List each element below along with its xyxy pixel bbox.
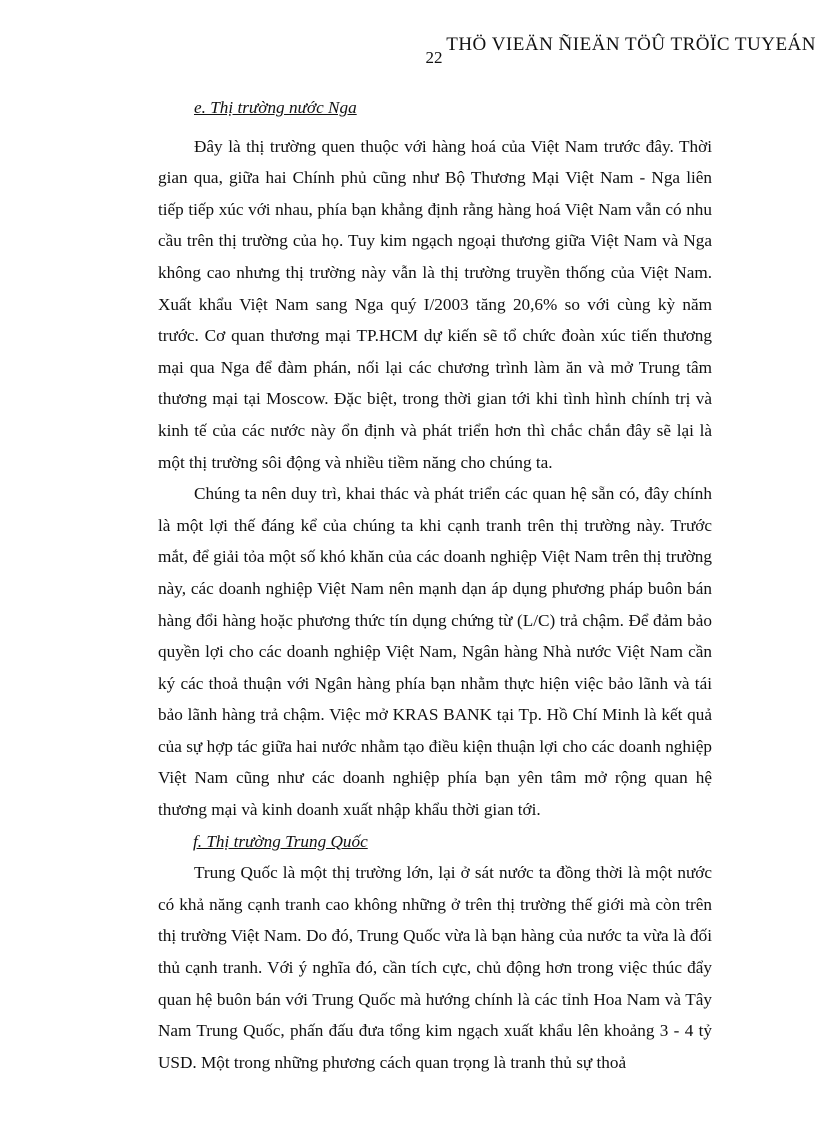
paragraph-russia-recommendations: Chúng ta nên duy trì, khai thác và phát triển các quan hệ sẵn có, đây chính là một lợi thế đáng kể của chúng ta khi cạnh tranh trên thị trường này. Trước mắt, để giải tỏa một số khó khăn của các doanh nghiệp Việt Nam trên thị trường này, các doanh nghiệp Việt Nam nên mạnh dạn áp dụng phương pháp buôn bán hàng đổi hàng hoặc phương thức tín dụng chứng từ (L/C) trả chậm. Để đảm bảo quyền lợi cho các doanh nghiệp Việt Nam, Ngân hàng Nhà nước Việt Nam cần ký các thoả thuận với Ngân hàng phía bạn nhằm thực hiện việc bảo lãnh và tái bảo lãnh hàng trả chậm. Việc mở KRAS BANK tại Tp. Hồ Chí Minh là kết quả của sự hợp tác giữa hai nước nhằm tạo điều kiện thuận lợi cho các doanh nghiệp Việt Nam cũng như các doanh nghiệp phía bạn yên tâm mở rộng quan hệ thương mại và kinh doanh xuất nhập khẩu thời gian tới.: [158, 484, 712, 820]
paragraph-china-overview: Trung Quốc là một thị trường lớn, lại ở sát nước ta đồng thời là một nước có khả năng cạnh tranh cao không những ở trên thị trường thế giới mà còn trên thị trường Việt Nam. Do đó, Trung Quốc vừa là bạn hàng của nước ta vừa là đối thủ cạnh tranh. Với ý nghĩa đó, cần tích cực, chủ động hơn trong việc thúc đẩy quan hệ buôn bán với Trung Quốc mà hướng chính là các tỉnh Hoa Nam và Tây Nam Trung Quốc, phấn đấu đưa tổng kim ngạch xuất khẩu lên khoảng 3 - 4 tỷ USD. Một trong những phương cách quan trọng là tranh thủ sự thoả: [158, 863, 712, 1072]
section-heading-russia: e. Thị trường nước Nga: [194, 98, 357, 117]
paragraph-russia-overview: Đây là thị trường quen thuộc với hàng hoá của Việt Nam trước đây. Thời gian qua, giữa hai Chính phủ cũng như Bộ Thương Mại Việt Nam - Nga liên tiếp tiếp xúc với nhau, phía bạn khẳng định rằng hàng hoá Việt Nam vẫn có nhu cầu trên thị trường của họ. Tuy kim ngạch ngoại thương giữa Việt Nam và Nga không cao nhưng thị trường này vẫn là thị trường truyền thống của Việt Nam. Xuất khẩu Việt Nam sang Nga quý I/2003 tăng 20,6% so với cùng kỳ năm trước. Cơ quan thương mại TP.HCM dự kiến sẽ tổ chức đoàn xúc tiến thương mại qua Nga để đàm phán, nối lại các chương trình làm ăn và mở Trung tâm thương mại tại Moscow. Đặc biệt, trong thời gian tới khi tình hình chính trị và kinh tế của các nước này ổn định và phát triển hơn thì chắc chắn đây sẽ lại là một thị trường sôi động và nhiều tiềm năng cho chúng ta.: [158, 136, 712, 472]
document-body: [158, 92, 712, 1078]
library-watermark: THÖ VIEÄN ÑIEÄN TÖÛ TRÖÏC TUYEÁN: [446, 34, 816, 55]
section-heading-china: f. Thị trường Trung Quốc: [193, 831, 368, 851]
page-number: 22: [425, 48, 443, 67]
